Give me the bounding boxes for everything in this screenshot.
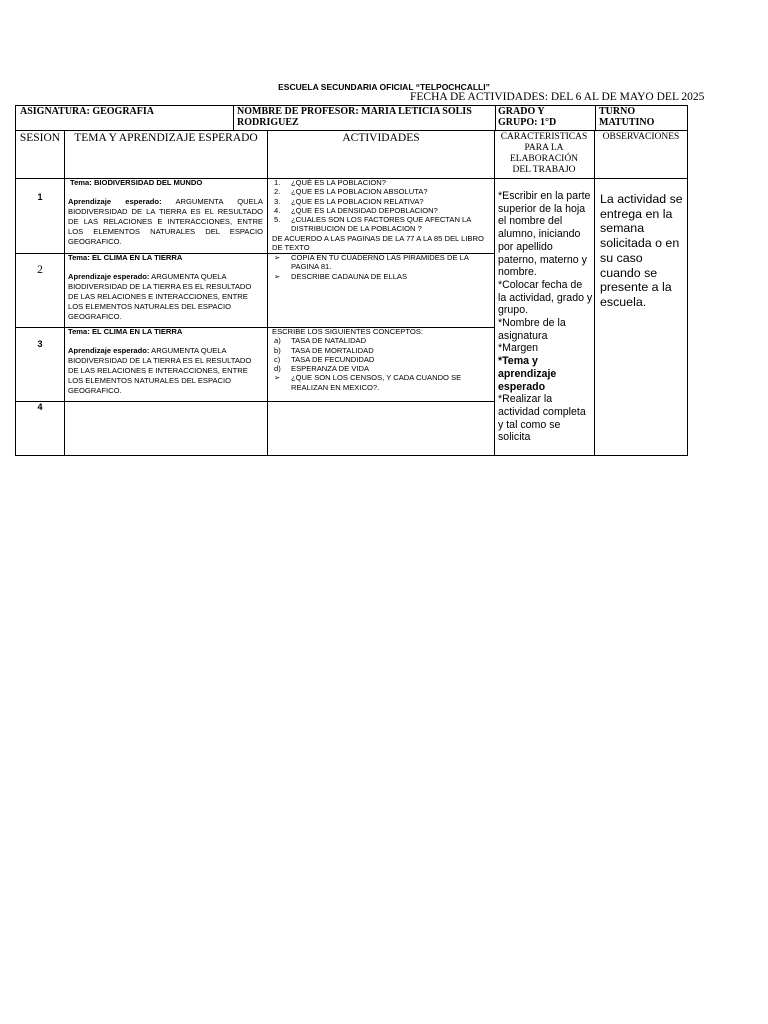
session-2-topic: Tema: EL CLIMA EN LA TIERRA Aprendizaje esperado: ARGUMENTA QUELA BIODIVERSIDAD DE LA TIERRA ES EL RESULTADO DE LAS RELACIONES E INTERACCIONES, ENTRE LOS ELEMENTOS NATURALES DEL ESPACIO GEOGRAFICO. [68, 253, 252, 321]
work-characteristics: *Escribir en la parte superior de la hoja el nombre del alumno, iniciando por apellido paterno, materno y nombre. *Colocar fecha de la actividad, grado y grupo. *Nombre de la asignatura *Margen *Tema y aprendizaje esperado *Realizar la actividad completa y tal como se solicita [498, 190, 593, 444]
session-number: 4 [37, 402, 43, 412]
session-number: 1 [37, 192, 43, 202]
activity-date: FECHA DE ACTIVIDADES: DEL 6 AL DE MAYO DEL 2025 [410, 91, 705, 103]
list-item: 3. ¿QUE ES LA POBLACION RELATIVA? [274, 196, 424, 206]
column-header-sesion: SESION [19, 132, 61, 144]
session-3-topic: Tema: EL CLIMA EN LA TIERRA Aprendizaje esperado: ARGUMENTA QUELA BIODIVERSIDAD DE LA TIERRA ES EL RESULTADO DE LAS RELACIONES E INTERACCIONES, ENTRE LOS ELEMENTOS NATURALES DEL ESPACIO GEOGRAFICO. [68, 327, 252, 395]
list-item: ➢ ¿QUE SON LOS CENSOS, Y CADA CUANDO SE REALIZAN EN MEXICO?. [274, 373, 462, 392]
activity-note: DE ACUERDO A LAS PAGINAS DE LA 77 A LA 85 DEL LIBRO DE TEXTO [272, 233, 484, 253]
list-item: a) TASA DE NATALIDAD [274, 336, 367, 346]
observations-text: La actividad se entrega en la semana solicitada o en su caso cuando se presente a la escuela. [600, 192, 683, 309]
list-item: 1. ¿QUÉ ES LA POBLACION? [274, 178, 386, 187]
shift: TURNO MATUTINO [599, 106, 655, 128]
school-name: ESCUELA SECUNDARIA OFICIAL “TELPOCHCALLI” [278, 82, 490, 92]
session-3-activities: ESCRIBE LOS SIGUIENTES CONCEPTOS: a) TASA DE NATALIDAD b) TASA DE MORTALIDAD c) TASA DE FECUNDIDAD d) ESPERANZA DE VIDA ➢ ¿QUE SON LOS CENSOS, Y CADA CUANDO SE REALIZAN EN MEXICO?. [271, 327, 492, 392]
session-number: 2 [37, 264, 43, 276]
list-item: b) TASA DE MORTALIDAD [274, 345, 374, 355]
list-item: ➢ COPIA EN TU CUADERNO LAS PIRAMIDES DE LA PAGINA 81. [274, 253, 469, 272]
column-header-actividades: ACTIVIDADES [342, 132, 420, 144]
list-item: c) TASA DE FECUNDIDAD [274, 354, 375, 364]
session-number: 3 [37, 339, 43, 349]
list-item: 2. ¿QUE ES LA POBLACION ABSOLUTA? [274, 187, 428, 197]
list-item: 4. ¿QUE ES LA DENSIDAD DEPOBLACION? [274, 205, 438, 215]
list-item: d) ESPERANZA DE VIDA [274, 364, 370, 374]
column-header-observaciones: OBSERVACIONES [602, 132, 680, 142]
list-item: ➢ DESCRIBE CADAUNA DE ELLAS [274, 271, 408, 281]
session-1-topic: Tema: BIODIVERSIDAD DEL MUNDO Aprendizaje esperado: ARGUMENTA QUELA BIODIVERSIDAD DE LA TIERRA ES EL RESULTADO DE LAS RELACIONES E INTERACCIONES, ENTRE LOS ELEMENTOS NATURALES DEL ESPACIO GEOGRAFICO. [68, 178, 263, 246]
session-2-activities [271, 253, 492, 281]
column-header-caracteristicas: CARACTERISTICAS PARA LA ELABORACIÓN DEL TRABAJO [500, 132, 588, 175]
session-1-activities [271, 178, 492, 252]
list-item: 5. ¿CUALES SON LOS FACTORES QUE AFECTAN LA DISTRIBUCION DE LA POBLACION ? [274, 215, 471, 234]
grade-group: GRADO Y GRUPO: 1°D [498, 106, 557, 128]
subject-label: ASIGNATURA: GEOGRAFIA [20, 106, 154, 117]
column-header-tema: TEMA Y APRENDIZAJE ESPERADO [74, 132, 258, 144]
teacher-name: NOMBRE DE PROFESOR: MARIA LETICIA SOLIS RODRIGUEZ [237, 106, 472, 128]
